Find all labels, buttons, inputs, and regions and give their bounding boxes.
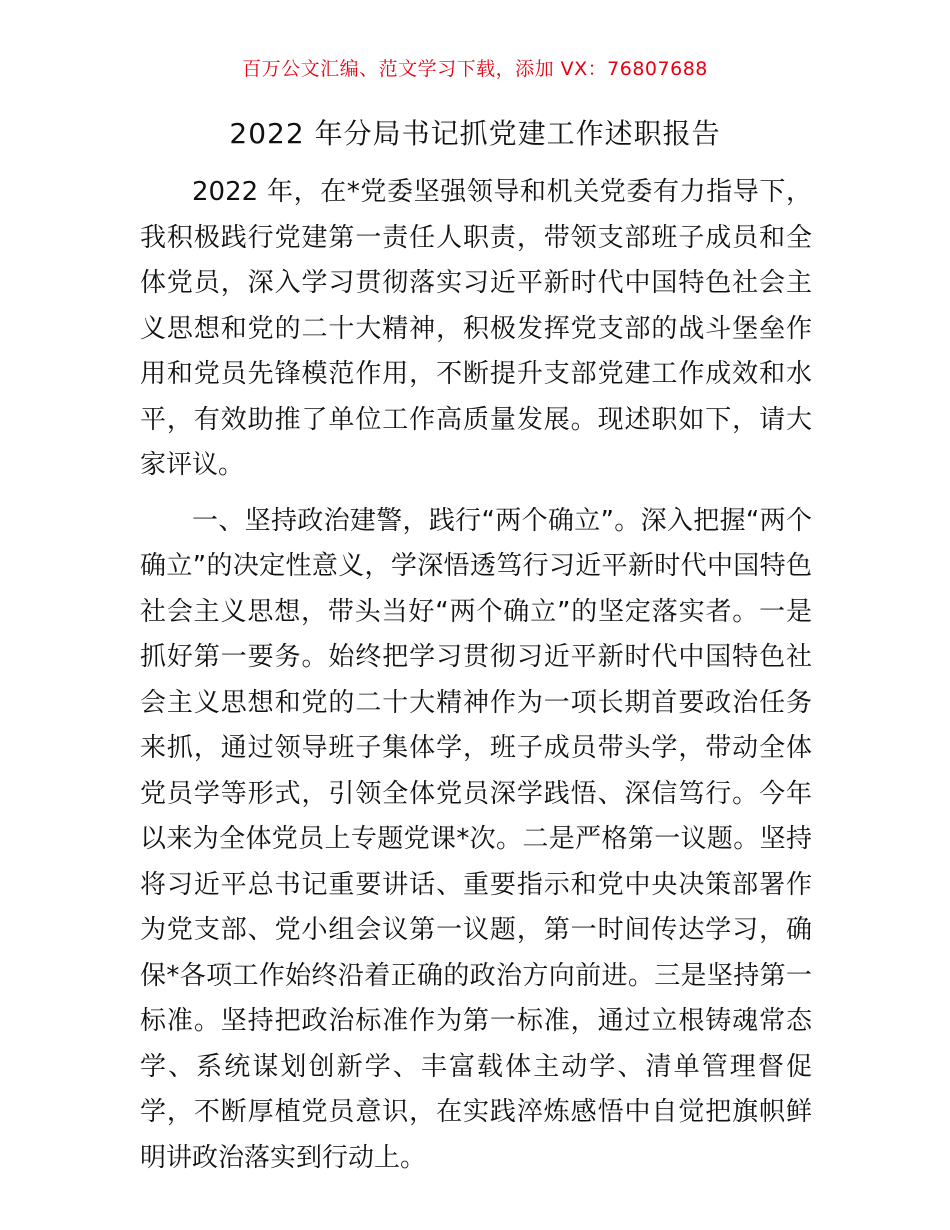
- paragraph-section-one: 一、坚持政治建警，践行“两个确立”。深入把握“两个确立”的决定性意义，学深悟透笃行习近平新时代中国特色社会主义思想，带头当好“两个确立”的坚定落实者。一是抓好第一要务。始终把学习贯彻习近平新时代中国特色社会主义思想和党的二十大精神作为一项长期首要政治任务来抓，通过领导班子集体学，班子成员带头学，带动全体党员学等形式，引领全体党员深学践悟、深信笃行。今年以来为全体党员上专题党课*次。二是严格第一议题。坚持将习近平总书记重要讲话、重要指示和党中央决策部署作为党支部、党小组会议第一议题，第一时间传达学习，确保*各项工作始终沿着正确的政治方向前进。三是坚持第一标准。坚持把政治标准作为第一标准，通过立根铸魂常态学、系统谋划创新学、丰富载体主动学、清单管理督促学，不断厚植党员意识，在实践淬炼感悟中自觉把旗帜鲜明讲政治落实到行动上。: [140, 505, 812, 1173]
- paragraph-intro: 2022 年，在*党委坚强领导和机关党委有力指导下，我积极践行党建第一责任人职责，带领支部班子成员和全体党员，深入学习贯彻落实习近平新时代中国特色社会主义思想和党的二十大精神，积极发挥党支部的战斗堡垒作用和党员先锋模范作用，不断提升支部党建工作成效和水平，有效助推了单位工作高质量发展。现述职如下，请大家评议。: [140, 177, 812, 480]
- document-body: [140, 170, 812, 1191]
- document-title: 2022 年分局书记抓党建工作述职报告: [229, 117, 721, 150]
- header-banner: 百万公文汇编、范文学习下载，添加 VX：76807688: [242, 58, 708, 80]
